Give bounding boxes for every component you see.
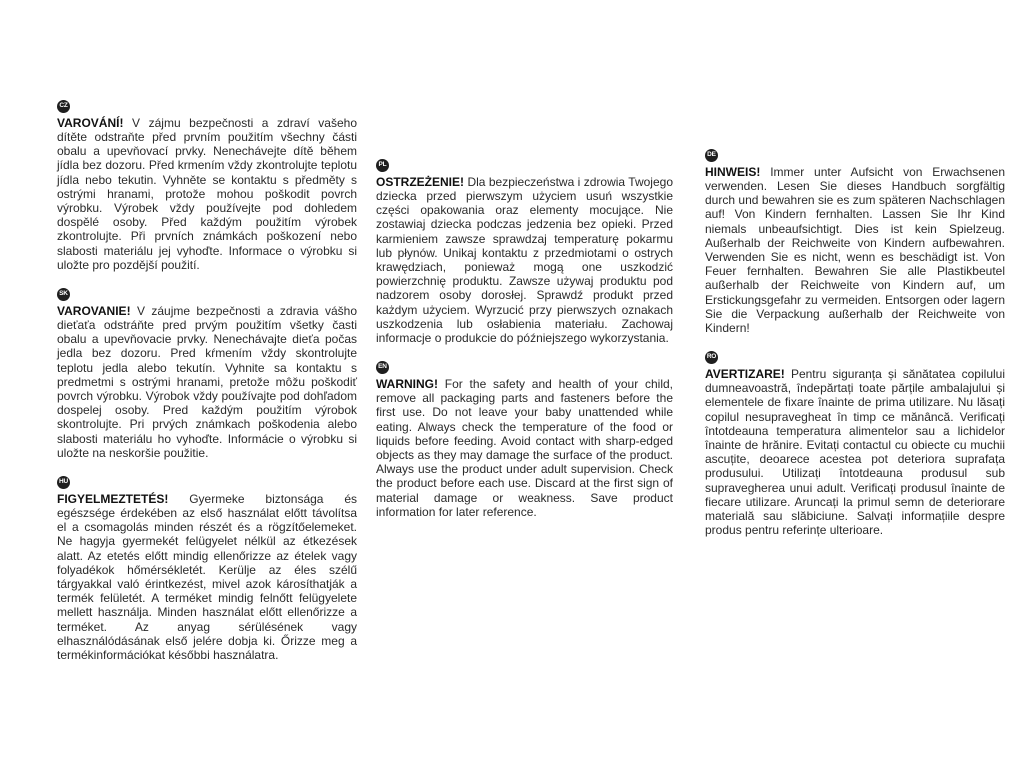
warning-text-pl: Dla bezpieczeństwa i zdrowia Twojego dziecka przed pierwszym użyciem usuń wszystkie części opakowania oraz elementy mocujące. Nie zostawiaj dziecka podczas jedzenia bez opieki. Przed karmieniem zawsze sprawdzaj temperaturę pokarmu lub płynów. Unikaj kontaktu z przedmiotami o ostrych krawędziach, ponieważ mogą one uszkodzić powierzchnię produktu. Zawsze używaj produktu pod nadzorem osoby dorosłej. Sprawdź produkt przed każdym użyciem. Wyrzucić przy pierwszych oznakach uszkodzenia lub osłabienia materiału. Zachowaj informacje o produkcie do późniejszego wykorzystania. xyxy=(376,174,673,345)
warning-title-sk: VAROVANIE! xyxy=(57,303,131,318)
warning-text-hu: Gyermeke biztonsága és egészsége érdekében az első használat előtt távolítsa el a csomagolás minden részét és a rögzítőelemeket. Ne hagyja gyermekét felügyelet nélkül az étkezések alatt. Az etetés előtt mindig ellenőrizze az ételek vagy folyadékok hőmérsékletét. Kerülje az éles szélű tárgyakkal való érintkezést, mivel azok károsíthatják a termék felületét. A terméket mindig felnőtt felügyelete mellett használja. Minden használat előtt ellenőrizze a terméket. Az anyag sérülésének vagy elhasználódásának első jelére dobja ki. Őrizze meg a termékinformációkat későbbi használatra. xyxy=(57,491,358,662)
column-middle xyxy=(376,153,673,529)
warning-section-pl xyxy=(376,153,673,345)
warning-text-ro: Pentru siguranța și sănătatea copilului dumneavoastră, îndepărtați toate părțile ambalajului și elementele de fixare înainte de prima utilizare. Nu lăsați copilul nesupravegheat în timp ce mănâncă. Verificați întotdeauna temperatura alimentelor sau a lichidelor înainte de hrănire. Evitați contactul cu obiecte cu muchii ascuțite, deoarece acestea pot deteriora suprafața produsului. Utilizați întotdeauna produsul sub supravegherea unui adult. Verificați produsul înainte de fiecare utilizare. Aruncați la primul semn de deteriorare materială sau slăbiciune. Salvați informațiile despre produs pentru referințe ulterioare. xyxy=(705,366,1005,538)
warning-paragraph-cz xyxy=(57,116,357,272)
warning-title-ro: AVERTIZARE! xyxy=(705,366,785,381)
warning-paragraph-sk xyxy=(57,304,357,460)
language-badge-pl: PL xyxy=(376,159,389,172)
warning-section-en xyxy=(376,355,673,519)
warning-text-en: For the safety and health of your child, remove all packaging parts and fasteners before the first use. Do not leave your baby unattended while eating. Always check the temperature of the food or liquids before feeding. Avoid contact with sharp-edged objects as they may damage the surface of the product. Always use the product under adult supervision. Check the product before each use. Discard at the first sign of material damage or weakness. Save product information for later reference. xyxy=(376,376,673,519)
language-badge-sk: SK xyxy=(57,288,70,301)
column-right xyxy=(705,143,1005,547)
warning-text-cz: V zájmu bezpečnosti a zdraví vašeho dítěte odstraňte před prvním použitím všechny části obalu a upevňovací prvky. Nenechávejte dítě během jídla bez dozoru. Před krmením vždy zkontrolujte teplotu jídla nebo tekutin. Vyhněte se kontaktu s předměty s ostrými hranami, protože mohou poškodit povrch výrobku. Výrobek vždy používejte pod dohledem dospělé osoby. Před každým použitím výrobek zkontrolujte. Při prvních známkách poškození nebo slabosti materiálu jej vyhoďte. Informace o výrobku si uložte pro pozdější použití. xyxy=(57,115,357,272)
warning-paragraph-ro xyxy=(705,367,1005,537)
warning-title-pl: OSTRZEŻENIE! xyxy=(376,174,465,189)
warning-section-de xyxy=(705,143,1005,335)
warning-paragraph-hu xyxy=(57,492,357,662)
warning-section-cz xyxy=(57,94,357,272)
warning-title-en: WARNING! xyxy=(376,376,438,391)
warning-section-sk xyxy=(57,282,357,460)
language-badge-en: EN xyxy=(376,361,389,374)
column-left xyxy=(57,94,357,672)
language-badge-de: DE xyxy=(705,149,718,162)
language-badge-hu: HU xyxy=(57,476,70,489)
warning-paragraph-pl xyxy=(376,175,673,345)
warning-paragraph-en xyxy=(376,377,673,519)
warning-section-ro xyxy=(705,345,1005,537)
warning-title-hu: FIGYELMEZTETÉS! xyxy=(57,491,169,506)
warning-paragraph-de xyxy=(705,165,1005,335)
warning-title-de: HINWEIS! xyxy=(705,164,761,179)
warning-text-sk: V záujme bezpečnosti a zdravia vášho dieťaťa odstráňte pred prvým použitím všetky časti obalu a upevňovacie prvky. Nenechávajte dieťa počas jedla bez dozoru. Pred kŕmením vždy skontrolujte teplotu jedla alebo tekutín. Vyhnite sa kontaktu s predmetmi s ostrými hranami, pretože môžu poškodiť povrch výrobku. Výrobok vždy používajte pod dohľadom dospelej osoby. Pred každým použitím výrobok skontrolujte. Pri prvých známkach poškodenia alebo slabosti materiálu ho vyhoďte. Informácie o výrobku si uložte na neskoršie použitie. xyxy=(57,303,357,460)
language-badge-ro: RO xyxy=(705,351,718,364)
language-badge-cz: CZ xyxy=(57,100,70,113)
warning-title-cz: VAROVÁNÍ! xyxy=(57,115,124,130)
warning-section-hu xyxy=(57,470,357,662)
warning-text-de: Immer unter Aufsicht von Erwachsenen verwenden. Lesen Sie dieses Handbuch sorgfältig durch und bewahren sie es zum späteren Nachschlagen auf! Von Kindern fernhalten. Lassen Sie Ihr Kind niemals unbeaufsichtigt. Dies ist kein Spielzeug. Außerhalb der Reichweite von Kindern aufbewahren. Verwenden Sie es nicht, wenn es beschädigt ist. Von Feuer fernhalten. Bewahren Sie alle Plastikbeutel außerhalb der Reichweite von Kindern auf, um Erstickungsgefahr zu vermeiden. Entsorgen oder lagern Sie die Verpackung außerhalb der Reichweite von Kindern! xyxy=(705,164,1005,335)
